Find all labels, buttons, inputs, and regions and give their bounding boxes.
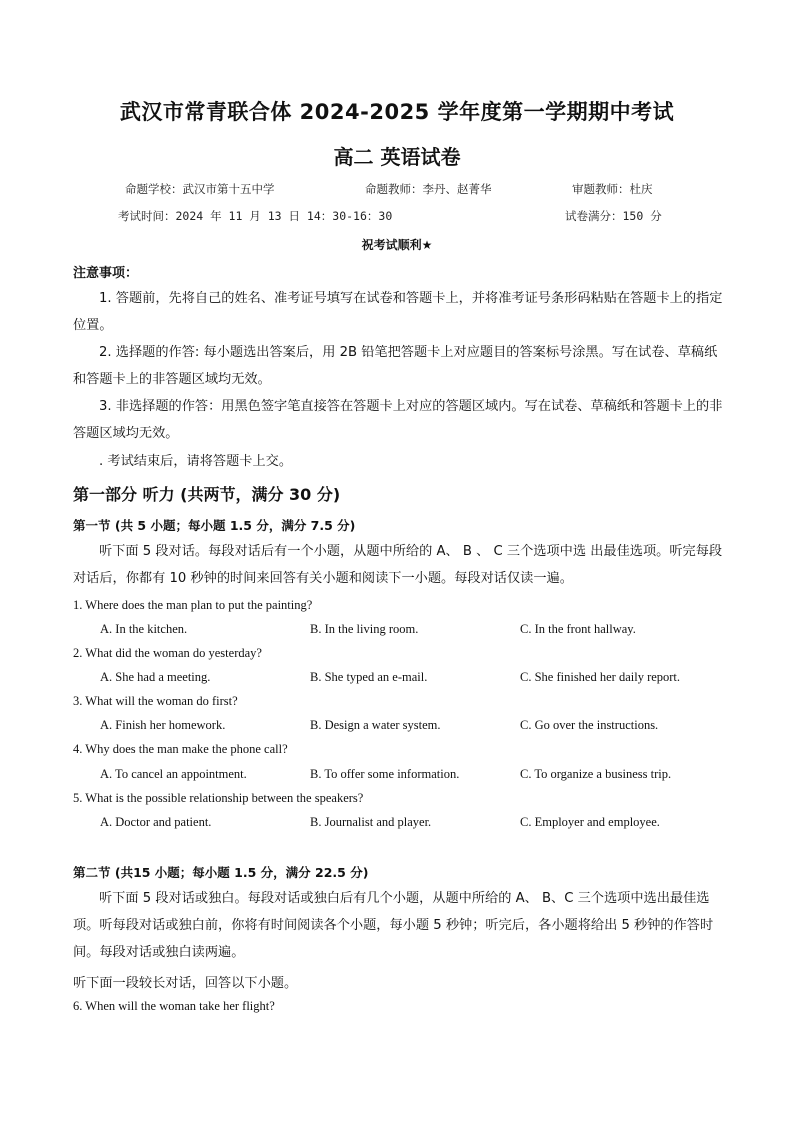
notice-item-3: 3. 非选择题的作答：用黑色签字笔直接答在答题卡上对应的答题区域内。写在试卷、草稿纸和答题卡上的非答题区域均无效。 — [73, 399, 723, 441]
setter-school: 命题学校：武汉市第十五中学 — [125, 182, 275, 196]
option-c: C. Employer and employee. — [520, 815, 660, 829]
option-c: C. In the front hallway. — [520, 622, 636, 636]
option-b: B. Design a water system. — [310, 718, 441, 732]
dialogue-lead-in: 听下面一段较长对话，回答以下小题。 — [73, 976, 298, 991]
option-b: B. To offer some information. — [310, 767, 460, 781]
option-a: A. In the kitchen. — [100, 622, 188, 636]
option-a: A. She had a meeting. — [100, 670, 211, 684]
section1-heading: 第一节 (共 5 小题；每小题 1.5 分，满分 7.5 分) — [73, 518, 356, 533]
option-c: C. To organize a business trip. — [520, 767, 672, 781]
notice-item-1: 1. 答题前，先将自己的姓名、准考证号填写在试卷和答题卡上，并将准考证号条形码粘贴在答题卡上的指定位置。 — [73, 291, 723, 333]
exam-time: 考试时间：2024 年 11 月 13 日 14：30-16：30 — [118, 209, 393, 223]
option-b: B. In the living room. — [310, 622, 419, 636]
option-a: A. Finish her homework. — [100, 718, 226, 732]
section2-instructions: 听下面 5 段对话或独白。每段对话或独白后有几个小题，从题中所给的 A、 B、C 三个选项中选出最佳选项。听每段对话或独白前，你将有时间阅读各个小题，每小题 5 秒钟；听完后，各小题将给出 5 秒钟的作答时间。每段对话或独白读两遍。 — [73, 891, 714, 960]
option-a: A. Doctor and patient. — [100, 815, 212, 829]
question-stem: 5. What is the possible relationship between the speakers? — [73, 791, 364, 805]
full-score: 试卷满分：150 分 — [565, 209, 662, 223]
question-stem: 1. Where does the man plan to put the painting? — [73, 598, 313, 612]
option-b: B. She typed an e-mail. — [310, 670, 428, 684]
section1-instructions: 听下面 5 段对话。每段对话后有一个小题，从题中所给的 A、 B 、 C 三个选项中选 出最佳选项。听完每段对话后，你都有 10 秒钟的时间来回答有关小题和阅读下一小题。每段对话仅读一遍。 — [73, 544, 723, 586]
option-a: A. To cancel an appointment. — [100, 767, 247, 781]
option-c: C. Go over the instructions. — [520, 718, 659, 732]
question-stem: 2. What did the woman do yesterday? — [73, 646, 262, 660]
question-stem: 3. What will the woman do first? — [73, 694, 238, 708]
question-stem: 4. Why does the man make the phone call? — [73, 742, 288, 756]
part1-heading: 第一部分 听力 (共两节，满分 30 分) — [73, 485, 341, 504]
notice-item-2: 2. 选择题的作答: 每小题选出答案后，用 2B 铅笔把答题卡上对应题目的答案标号涂黑。写在试卷、草稿纸和答题卡上的非答题区域均无效。 — [73, 345, 718, 387]
section2-heading: 第二节 (共15 小题；每小题 1.5 分，满分 22.5 分) — [73, 865, 369, 880]
good-luck-line: 祝考试顺利★ — [361, 238, 433, 252]
notice-item-4: . 考试结束后，请将答题卡上交。 — [99, 454, 293, 469]
notice-heading: 注意事项： — [73, 266, 139, 281]
option-b: B. Journalist and player. — [310, 815, 432, 829]
exam-subtitle: 高二 英语试卷 — [333, 145, 461, 169]
question-stem: 6. When will the woman take her flight? — [73, 999, 275, 1013]
reviewer: 审题教师：杜庆 — [572, 182, 653, 196]
exam-title: 武汉市常青联合体 2024-2025 学年度第一学期期中考试 — [119, 100, 675, 124]
setter-teachers: 命题教师：李丹、赵菁华 — [365, 182, 492, 196]
option-c: C. She finished her daily report. — [520, 670, 681, 684]
